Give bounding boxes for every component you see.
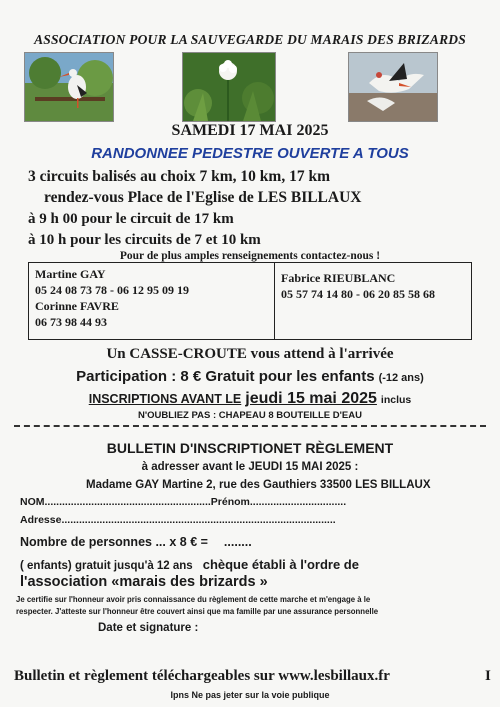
meeting-line: rendez-vous Place de l'Eglise de LES BILLAUX [44, 189, 362, 206]
personnes-total-field[interactable]: ........ [223, 535, 252, 549]
inscriptions-inclusive: inclus [380, 394, 412, 406]
association-header: ASSOCIATION POUR LA SAUVEGARDE DU MARAIS DES BRIZARDS [34, 32, 466, 47]
contact-divider [274, 263, 275, 339]
white-flower-image [183, 53, 275, 121]
footer-notice: Ipns Ne pas jeter sur la voie publique [170, 690, 330, 700]
stork-photo [24, 52, 114, 122]
snack-line: Un CASSE-CROUTE vous attend à l'arrivée [106, 346, 394, 362]
contact-phone-favre: 06 73 98 44 93 [35, 315, 107, 329]
contact-name-gay: Martine GAY [35, 267, 106, 281]
contact-name-favre: Corinne FAVRE [35, 299, 119, 313]
download-line: Bulletin et règlement téléchargeables sur www.lesbillaux.fr [14, 668, 390, 684]
inscriptions-date: jeudi 15 mai 2025 [245, 390, 377, 407]
storks-in-flight-image [349, 53, 437, 121]
time-7-10km-line: à 10 h pour les circuits de 7 et 10 km [28, 232, 261, 248]
signature-field[interactable]: Date et signature : [98, 622, 199, 634]
stork-on-branch-image [25, 53, 113, 121]
circuits-line: 3 circuits balisés au choix 7 km, 10 km, 17 km [28, 168, 330, 185]
enfants-field[interactable]: ( enfants) gratuit jusqu'à 12 ans [20, 560, 193, 572]
nom-prenom-field[interactable]: NOM.........................................................Prénom................................. [20, 496, 347, 508]
contact-intro: Pour de plus amples renseignements contactez-nous ! [119, 250, 381, 262]
flower-photo [182, 52, 276, 122]
event-date: SAMEDI 17 MAI 2025 [171, 122, 329, 139]
enfants-line [20, 556, 359, 574]
contact-box [28, 262, 472, 340]
participation-age: (-12 ans) [378, 372, 424, 384]
certify-line-1: Je certifie sur l'honneur avoir pris connaissance du règlement de cette marche et m'engage à le [16, 595, 371, 604]
participation-text: Participation : 8 € Gratuit pour les enfants [76, 368, 375, 385]
contact-phone-gay: 05 24 08 73 78 - 06 12 95 09 19 [35, 283, 189, 297]
right-mark: I [485, 668, 491, 684]
contact-phone-rieublanc: 05 57 74 14 80 - 06 20 85 58 68 [281, 287, 435, 301]
inscriptions-label: INSCRIPTIONS AVANT LE [88, 392, 242, 406]
form-send-to: à adresser avant le JEUDI 15 MAI 2025 : [141, 461, 359, 473]
form-title: BULLETIN D'INSCRIPTIONET RÈGLEMENT [106, 440, 394, 456]
certify-line-2: respecter. J'atteste sur l'honneur être couvert ainsi que ma famille par une assurance personnelle [16, 607, 379, 616]
event-title: RANDONNEE PEDESTRE OUVERTE A TOUS [91, 145, 409, 162]
form-address: Madame GAY Martine 2, rue des Gauthiers 33500 LES BILLAUX [86, 479, 431, 491]
personnes-label: Nombre de personnes ... x 8 € = [20, 535, 208, 549]
contact-name-rieublanc: Fabrice RIEUBLANC [281, 271, 396, 285]
cheque-label: chèque établi à l'ordre de [202, 557, 359, 572]
cut-line [14, 425, 486, 427]
time-17km-line: à 9 h 00 pour le circuit de 17 km [28, 211, 234, 227]
personnes-line[interactable] [20, 533, 252, 551]
storks-flight-photo [348, 52, 438, 122]
reminder-line: N'OUBLIEZ PAS : CHAPEAU 8 BOUTEILLE D'EAU [138, 410, 362, 421]
association-order: l'association «marais des brizards » [20, 574, 268, 590]
participation-line [0, 368, 500, 386]
inscriptions-line [0, 390, 500, 408]
adresse-field[interactable]: Adresse.............................................................................................. [20, 514, 336, 526]
